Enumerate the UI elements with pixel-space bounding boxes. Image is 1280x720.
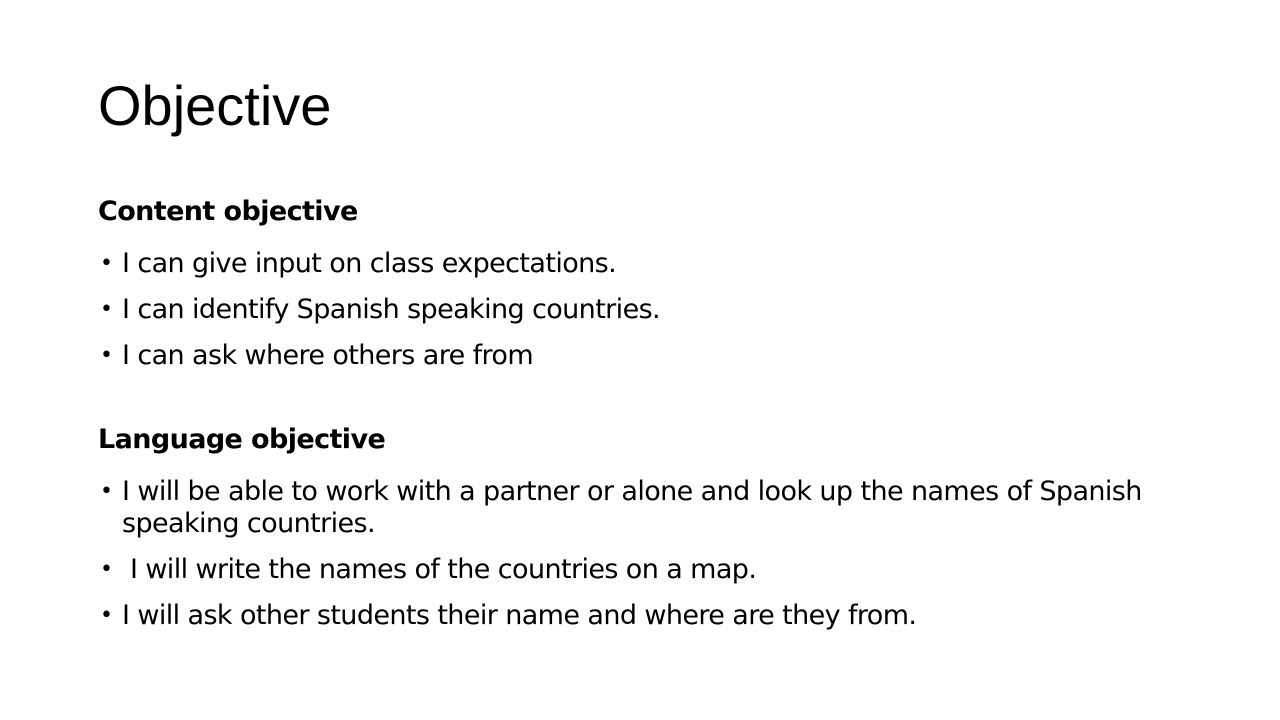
bullet-icon: • — [100, 479, 113, 504]
list-item — [98, 600, 1188, 632]
language-objective-list — [98, 476, 1188, 632]
bullet-icon: • — [100, 603, 113, 628]
bullet-icon: • — [100, 343, 113, 368]
list-item — [98, 294, 1188, 326]
list-item — [98, 554, 1188, 586]
slide-title: Objective — [98, 74, 332, 137]
list-item — [98, 476, 1188, 540]
list-item-text: I can ask where others are from — [122, 340, 534, 371]
bullet-icon: • — [100, 251, 113, 276]
list-item — [98, 248, 1188, 280]
list-item-text: I will ask other students their name and where are they from. — [122, 600, 917, 631]
language-objective-heading: Language objective — [98, 424, 386, 455]
content-objective-heading: Content objective — [98, 196, 358, 227]
list-item-text: I can give input on class expectations. — [122, 248, 617, 279]
slide-body — [98, 190, 1188, 632]
bullet-icon: • — [100, 297, 113, 322]
bullet-icon: • — [100, 557, 113, 582]
list-item-text: I will write the names of the countries on a map. — [122, 554, 757, 585]
content-objective-list — [98, 248, 1188, 372]
list-item — [98, 340, 1188, 372]
list-item-text: I can identify Spanish speaking countries. — [122, 294, 661, 325]
list-item-text: I will be able to work with a partner or alone and look up the names of Spanish speaking countries. — [122, 476, 1142, 539]
